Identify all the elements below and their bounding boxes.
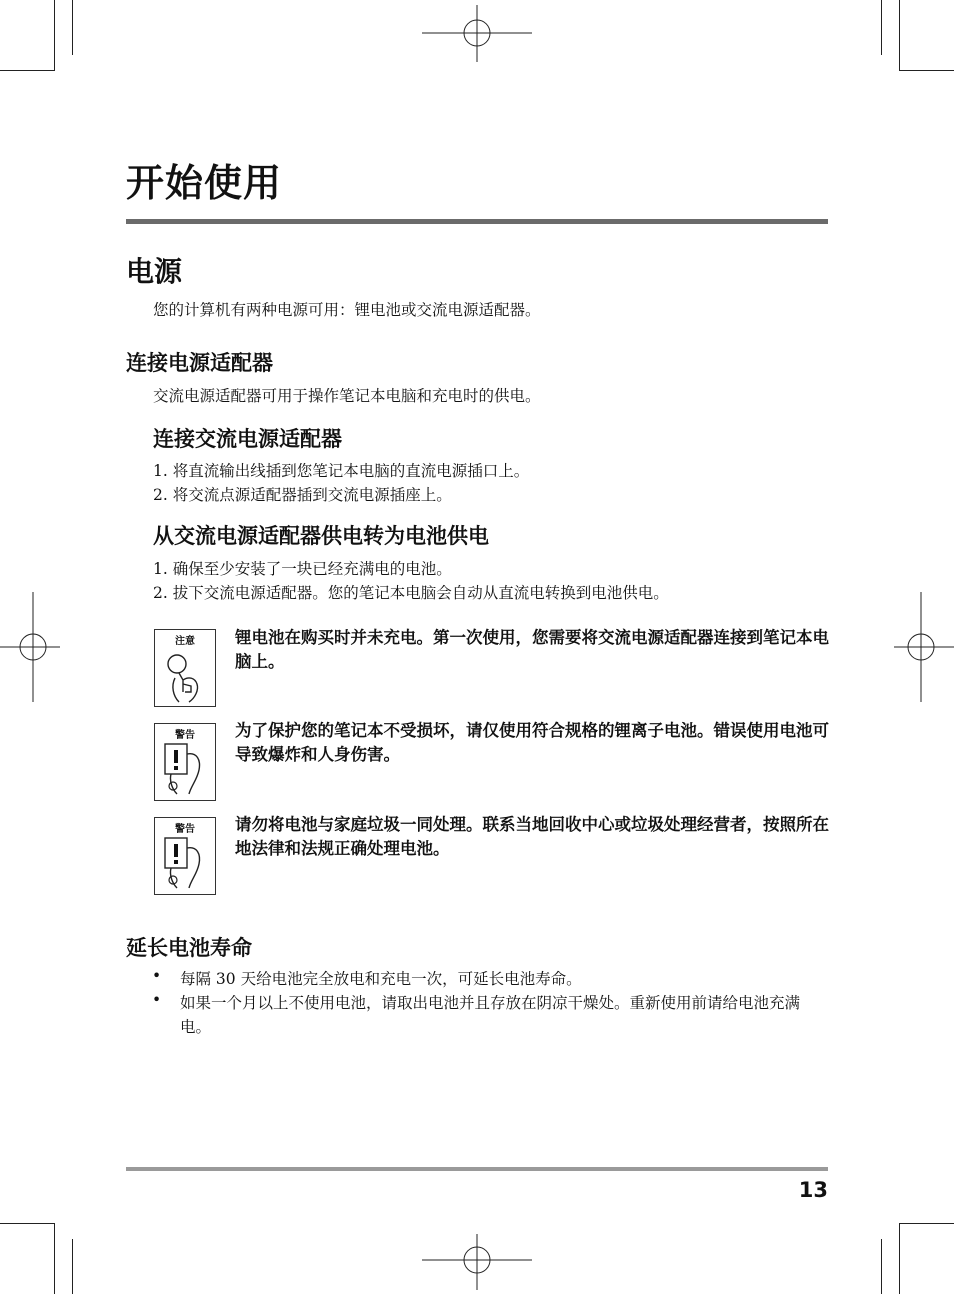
heading-battery-life: 延长电池寿命 — [126, 936, 252, 960]
registration-mark-right — [888, 592, 954, 702]
registration-mark-top — [422, 0, 532, 66]
battery-tip-2: 如果一个月以上不使用电池，请取出电池并且存放在阴凉干燥处。重新使用前请给电池充满电。 — [180, 994, 801, 1036]
caution-text: 锂电池在购买时并未充电。第一次使用，您需要将交流电源适配器连接到笔记本电脑上。 — [235, 628, 829, 671]
thinking-person-icon — [155, 630, 215, 706]
footer-divider — [126, 1167, 828, 1171]
bullet-marker-1: • — [152, 967, 162, 985]
switch-step-1: 1. 确保至少安装了一块已经充满电的电池。 — [153, 560, 452, 578]
warning-text-1: 为了保护您的笔记本不受损坏，请仅使用符合规格的锂离子电池。错误使用电池可导致爆炸和人身伤害。 — [235, 721, 829, 764]
connect-step-2: 2. 将交流点源适配器插到交流电源插座上。 — [153, 486, 452, 504]
power-intro: 您的计算机有两种电源可用：锂电池或交流电源适配器。 — [153, 301, 541, 319]
warning-label-2: 警告 — [175, 824, 195, 835]
warning-label-1: 警告 — [175, 730, 195, 741]
title-divider — [126, 219, 828, 224]
warning-box-2 — [154, 817, 216, 895]
battery-tip-1: 每隔 30 天给电池完全放电和充电一次，可延长电池寿命。 — [180, 970, 582, 988]
connect-step-1: 1. 将直流输出线插到您笔记本电脑的直流电源插口上。 — [153, 462, 530, 480]
heading-connect-ac-adapter: 连接交流电源适配器 — [153, 427, 342, 451]
warning-exclamation-icon — [155, 818, 215, 894]
registration-mark-bottom — [422, 1230, 532, 1294]
switch-step-2: 2. 拔下交流电源适配器。您的笔记本电脑会自动从直流电转换到电池供电。 — [153, 584, 669, 602]
registration-mark-left — [0, 592, 66, 702]
heading-connect-adapter: 连接电源适配器 — [126, 351, 273, 375]
caution-label: 注意 — [175, 636, 195, 647]
warning-box-1 — [154, 723, 216, 801]
page-number: 13 — [798, 1178, 828, 1202]
heading-switch-to-battery: 从交流电源适配器供电转为电池供电 — [153, 524, 489, 548]
section-heading-power: 电源 — [126, 255, 183, 288]
warning-text-2: 请勿将电池与家庭垃圾一同处理。联系当地回收中心或垃圾处理经营者，按照所在地法律和法规正确处理电池。 — [235, 815, 829, 858]
caution-box — [154, 629, 216, 707]
bullet-marker-2: • — [152, 991, 162, 1009]
adapter-description: 交流电源适配器可用于操作笔记本电脑和充电时的供电。 — [153, 387, 541, 405]
page-title: 开始使用 — [126, 161, 283, 205]
warning-exclamation-icon — [155, 724, 215, 800]
